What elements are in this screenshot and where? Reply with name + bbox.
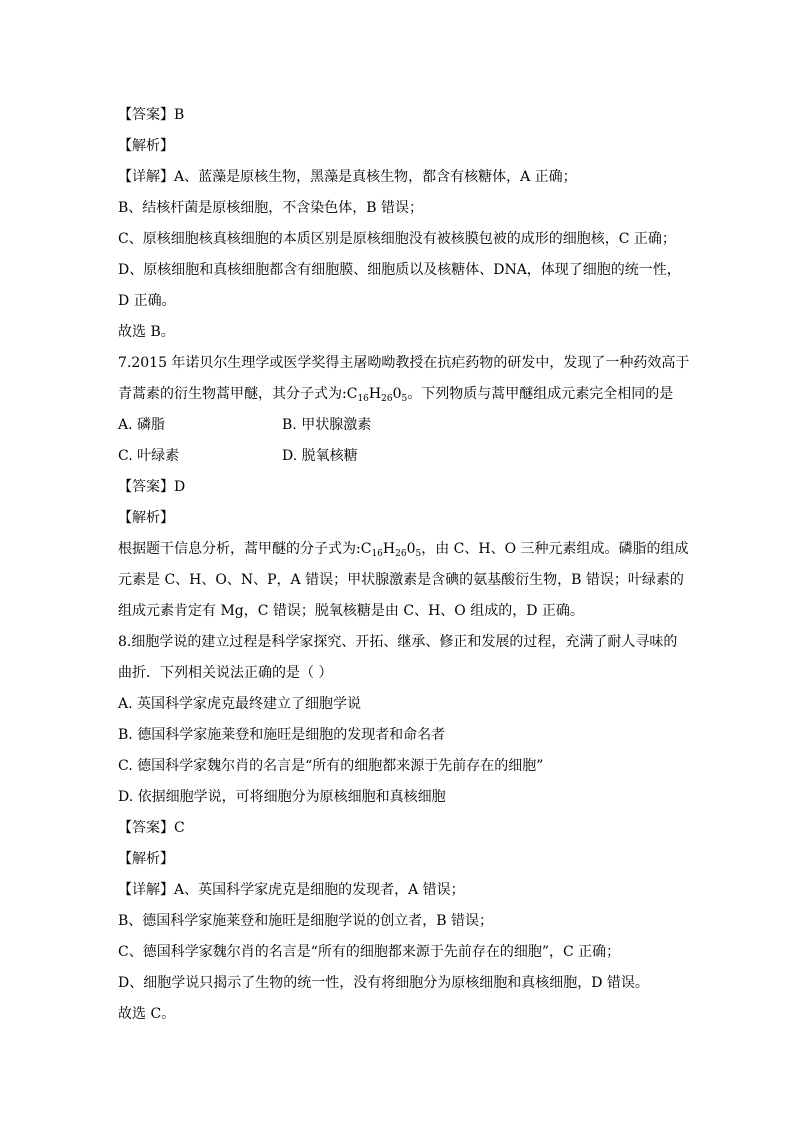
option-a: A. 英国科学家虎克最终建立了细胞学说 bbox=[118, 696, 362, 712]
explanation-line: B、结核杆菌是原核细胞，不含染色体，B 错误； bbox=[118, 200, 424, 216]
option-d: D. 脱氧核糖 bbox=[282, 448, 358, 464]
explanation-line: D、原核细胞和真核细胞都含有细胞膜、细胞质以及核糖体、DNA，体现了细胞的统一性， bbox=[118, 262, 681, 278]
question-7-stem: 7.2015 年诺贝尔生理学或医学奖得主屠呦呦教授在抗疟药物的研发中，发现了一种药效高于 bbox=[118, 355, 690, 371]
conclusion-line: 故选 B。 bbox=[118, 324, 175, 340]
answer-line: 【答案】B bbox=[118, 107, 185, 123]
explanation-line: 根据题干信息分析，蒿甲醚的分子式为$:C_{16}H_{26}0_5$，由 C、H、O 三种元素组成。磷脂的组成 bbox=[118, 541, 689, 559]
analysis-heading: 【解析】 bbox=[118, 138, 174, 154]
option-b: B. 德国科学家施莱登和施旺是细胞的发现者和命名者 bbox=[118, 727, 446, 743]
answer-line: 【答案】D bbox=[118, 479, 186, 495]
explanation-line: D 正确。 bbox=[118, 293, 176, 309]
answer-line: 【答案】C bbox=[118, 820, 185, 836]
option-c: C. 叶绿素 bbox=[118, 448, 180, 464]
explanation-line: C、原核细胞核真核细胞的本质区别是原核细胞没有被核膜包被的成形的细胞核，C 正确； bbox=[118, 231, 676, 247]
option-b: B. 甲状腺激素 bbox=[282, 417, 372, 433]
question-8-stem: 8.细胞学说的建立过程是科学家探究、开拓、继承、修正和发展的过程，充满了耐人寻味的 bbox=[118, 634, 678, 650]
explanation-line: D、细胞学说只揭示了生物的统一性，没有将细胞分为原核细胞和真核细胞，D 错误。 bbox=[118, 975, 649, 991]
explanation-line: C、德国科学家魏尔肖的名言是“所有的细胞都来源于先前存在的细胞”，C 正确； bbox=[118, 944, 621, 960]
explanation-line: B、德国科学家施莱登和施旺是细胞学说的创立者，B 错误； bbox=[118, 913, 494, 929]
question-7-stem-cont: 青蒿素的衍生物蒿甲醚，其分子式为$:C_{16}H_{26}0_5$。下列物质与蒿甲醚组成元素完全相同的是 bbox=[118, 386, 674, 404]
option-d: D. 依据细胞学说，可将细胞分为原核细胞和真核细胞 bbox=[118, 789, 446, 805]
analysis-heading: 【解析】 bbox=[118, 851, 174, 867]
conclusion-line: 故选 C。 bbox=[118, 1006, 176, 1022]
document-page bbox=[118, 100, 690, 1030]
question-8-stem-cont: 曲折．下列相关说法正确的是（ ） bbox=[118, 665, 333, 681]
explanation-line: 【详解】A、英国科学家虎克是细胞的发现者，A 错误； bbox=[118, 882, 465, 898]
question-7-options-row-1 bbox=[118, 410, 678, 441]
explanation-line: 【详解】A、蓝藻是原核生物，黑藻是真核生物，都含有核糖体，A 正确； bbox=[118, 169, 577, 185]
option-a: A. 磷脂 bbox=[118, 417, 166, 433]
question-7-options-row-2 bbox=[118, 441, 678, 472]
explanation-line: 组成元素肯定有 Mg，C 错误；脱氧核糖是由 C、H、O 组成的，D 正确。 bbox=[118, 603, 584, 619]
analysis-heading: 【解析】 bbox=[118, 510, 174, 526]
option-c: C. 德国科学家魏尔肖的名言是“所有的细胞都来源于先前存在的细胞” bbox=[118, 758, 544, 774]
explanation-line: 元素是 C、H、O、N、P，A 错误；甲状腺激素是含碘的氨基酸衍生物，B 错误；叶绿素的 bbox=[118, 572, 684, 588]
